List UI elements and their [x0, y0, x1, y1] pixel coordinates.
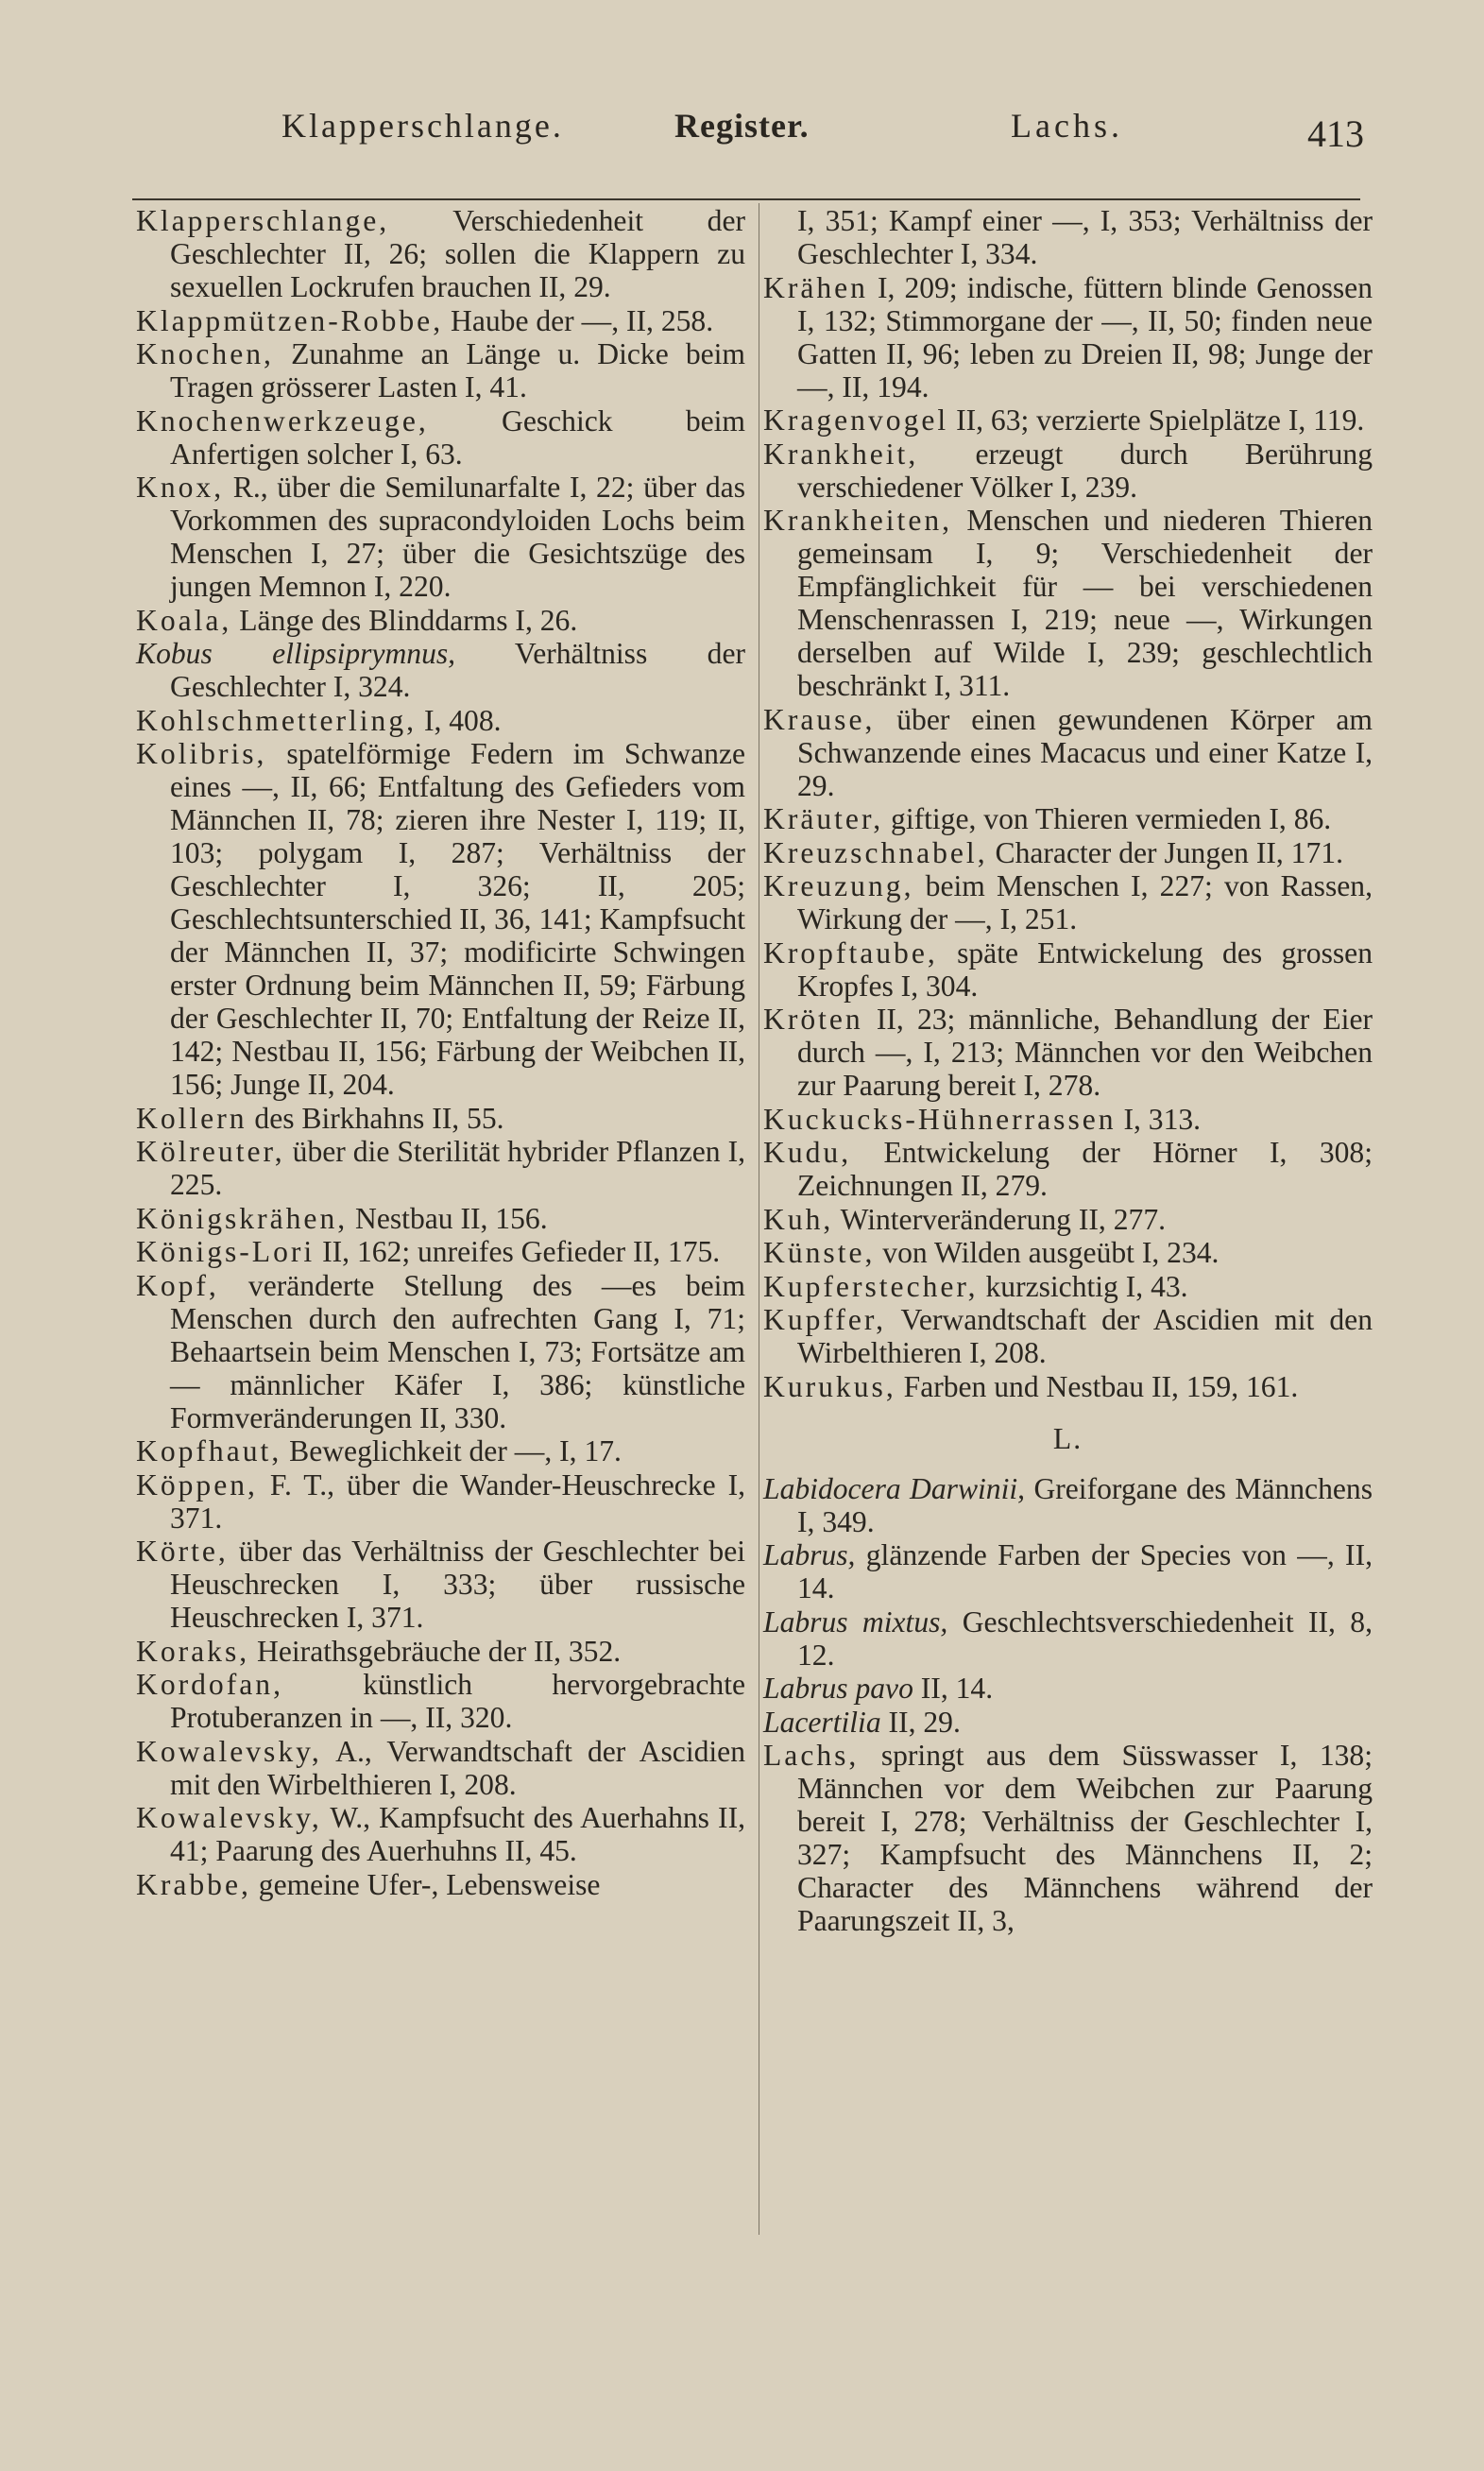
index-entry — [763, 1270, 1373, 1303]
entry-text: späte Entwickelung des grossen Kropfes I, 304. — [797, 935, 1373, 1003]
index-entry — [136, 1434, 745, 1467]
entry-text: Länge des Blinddarms I, 26. — [231, 603, 578, 637]
entry-text: Geschick beim Anfertigen solcher I, 63. — [170, 403, 745, 471]
index-entry — [763, 1472, 1373, 1538]
entry-headword: Kräuter, — [763, 802, 884, 835]
entry-headword: Kropftaube, — [763, 935, 938, 970]
entry-headword: Kölreuter, — [136, 1135, 285, 1168]
entry-text: Greiforgane des Männchens I, 349. — [797, 1471, 1373, 1538]
entry-headword: Künste, — [763, 1236, 876, 1269]
entry-text: II, 23; männliche, Behandlung der Eier durch —, I, 213; Männchen vor den Weibchen zur Paarung bereit I, 278. — [797, 1003, 1373, 1102]
entry-headword: Körte, — [136, 1535, 229, 1568]
index-entry — [136, 204, 745, 303]
index-entry — [763, 1003, 1373, 1102]
entry-text: Character der Jungen II, 171. — [987, 835, 1343, 869]
index-entry — [136, 704, 745, 737]
index-entry — [136, 1135, 745, 1201]
index-entry — [763, 1739, 1373, 1937]
entry-headword: Kröten — [763, 1003, 863, 1036]
entry-text: Nestbau II, 156. — [348, 1201, 548, 1235]
entry-headword: Knox, — [136, 471, 225, 504]
entry-headword: Kreuzung, — [763, 869, 914, 902]
entry-text: Verschiedenheit der Geschlechter II, 26; sollen die Klappern zu sexuellen Lockrufen brauchen II, 29. — [170, 204, 745, 303]
entry-headword: Königs-Lori — [136, 1235, 316, 1268]
entry-text: über die Sterilität hybrider Pflanzen I, 225. — [170, 1135, 745, 1201]
entry-text: II, 14. — [913, 1672, 994, 1705]
entry-headword: Krankheit, — [763, 437, 919, 471]
entry-headword: Kopfhaut, — [136, 1434, 282, 1467]
section-letter: L. — [1052, 1421, 1083, 1455]
index-entries-k — [763, 204, 1373, 1403]
index-entry — [763, 1706, 1373, 1739]
index-entry — [136, 1535, 745, 1634]
index-entry — [763, 1303, 1373, 1369]
entry-text: Beweglichkeit der —, I, 17. — [281, 1434, 622, 1467]
entry-text: von Wilden ausgeübt I, 234. — [875, 1236, 1220, 1269]
index-entry — [136, 637, 745, 703]
entry-headword: Kobus ellipsiprymnus, — [136, 637, 456, 670]
entry-headword: Kordofan, — [136, 1668, 283, 1701]
entry-text: F. T., über die Wander-Heuschrecke I, 371. — [170, 1467, 745, 1535]
entry-headword: Labidocera Darwinii, — [763, 1471, 1026, 1505]
index-entry — [136, 1202, 745, 1235]
header-rule — [132, 198, 1360, 200]
index-entries-l — [763, 1472, 1373, 1938]
entry-headword: Königskrähen, — [136, 1201, 349, 1235]
entry-headword: Kupferstecher, — [763, 1269, 979, 1303]
entry-headword: Labrus, — [763, 1538, 856, 1571]
index-entry — [136, 337, 745, 403]
entry-text: Winterveränderung II, 277. — [833, 1202, 1167, 1236]
index-entry — [136, 1668, 745, 1734]
entry-headword: Kudu, — [763, 1136, 852, 1169]
entry-headword: Klapperschlange, — [136, 204, 390, 237]
index-column-right — [763, 204, 1373, 1938]
index-entry — [136, 737, 745, 1101]
entry-headword: Kuckucks-Hühnerrassen — [763, 1102, 1117, 1136]
index-entry — [763, 1236, 1373, 1269]
entry-headword: Krabbe, — [136, 1867, 251, 1901]
entry-text: II, 63; verzierte Spielplätze I, 119. — [948, 403, 1365, 437]
entry-headword: Krause, — [763, 702, 876, 736]
entry-headword: Kuh, — [763, 1202, 834, 1236]
page-number: 413 — [1307, 112, 1364, 155]
entry-text: spatelförmige Federn im Schwanze eines —, II, 66; Entfaltung des Gefieders vom Männchen II, 78; zieren ihre Nester I, 119; II, 103; polygam I, 287; Verhältniss der Geschlechter I, 326; II, 205; Geschlechtsunterschied II, 36, 141; Kampfsucht der Männchen II, 37; modificirte Schwingen erster Ordnung beim Männchen II, 59; Färbung der Geschlechter II, 70; Entfaltung der Reize II, 142; Nestbau II, 156; Färbung der Weibchen II, 156; Junge II, 204. — [170, 737, 745, 1101]
entry-headword: Knochenwerkzeuge, — [136, 403, 429, 438]
entry-headword: Kurukus, — [763, 1369, 896, 1403]
index-entry — [763, 504, 1373, 702]
entry-text: veränderte Stellung des —es beim Menschen durch den aufrechten Gang I, 71; Behaartsein beim Menschen I, 73; Fortsätze am — männlicher Käfer I, 386; künstliche Formveränderungen II, 330. — [170, 1268, 745, 1434]
entry-text: gemeine Ufer-, Lebensweise — [250, 1867, 601, 1901]
entry-text: Verwandtschaft der Ascidien mit den Wirbelthieren I, 208. — [797, 1303, 1373, 1369]
entry-headword: Kragenvogel — [763, 403, 949, 437]
entry-text: Menschen und niederen Thieren gemeinsam I, 9; Verschiedenheit der Empfänglichkeit für — bei verschiedenen Menschenrassen I, 219; neue —, Wirkungen derselben auf Wilde I, 239; geschlechtlich beschränkt I, 311. — [797, 504, 1373, 702]
entry-text: über einen gewundenen Körper am Schwanzende eines Macacus und einer Katze I, 29. — [797, 702, 1373, 802]
index-entry — [763, 1370, 1373, 1403]
running-head — [0, 106, 1484, 163]
index-entry — [763, 1672, 1373, 1705]
entry-text: Geschlechtsverschiedenheit II, 8, 12. — [797, 1604, 1373, 1672]
entry-text: beim Menschen I, 227; von Rassen, Wirkung der —, I, 251. — [797, 869, 1373, 935]
entry-headword: Koala, — [136, 603, 232, 637]
index-entry — [136, 1269, 745, 1434]
entry-text: künstlich hervorgebrachte Protuberanzen in —, II, 320. — [170, 1668, 745, 1734]
index-entry — [136, 1102, 745, 1135]
index-entry — [763, 1136, 1373, 1202]
index-entry — [136, 1468, 745, 1535]
index-entry — [136, 1868, 745, 1901]
entry-text: II, 162; unreifes Gefieder II, 175. — [315, 1235, 721, 1268]
index-entry — [763, 438, 1373, 504]
index-entry — [763, 936, 1373, 1003]
entry-headword: Koraks, — [136, 1634, 250, 1668]
entry-headword: Lacertilia — [763, 1705, 881, 1739]
index-entry — [763, 1538, 1373, 1604]
entry-headword: Kollern — [136, 1101, 247, 1135]
entry-text: des Birkhahns II, 55. — [247, 1101, 504, 1135]
index-entry — [136, 404, 745, 471]
index-entry — [763, 204, 1373, 270]
entry-text: II, 29. — [880, 1705, 961, 1739]
entry-text: Entwickelung der Hörner I, 308; Zeichnungen II, 279. — [797, 1136, 1373, 1202]
entry-headword: Labrus pavo — [763, 1672, 913, 1705]
entry-text: über das Verhältniss der Geschlechter bei Heuschrecken I, 333; über russische Heuschrecken I, 371. — [170, 1535, 745, 1634]
entry-headword: Lachs, — [763, 1739, 860, 1772]
entry-text: R., über die Semilunarfalte I, 22; über das Vorkommen des supracondyloiden Lochs beim Menschen I, 27; über die Gesichtszüge des jungen Memnon I, 220. — [170, 471, 745, 603]
index-entry — [763, 703, 1373, 802]
index-entry — [136, 1801, 745, 1867]
index-entry — [763, 869, 1373, 935]
entry-text: glänzende Farben der Species von —, II, 14. — [797, 1538, 1373, 1604]
entry-text: Haube der —, II, 258. — [443, 303, 714, 337]
entry-headword: Köppen, — [136, 1467, 258, 1501]
index-entry — [763, 802, 1373, 835]
entry-text: I, 313. — [1116, 1102, 1202, 1136]
entry-text: giftige, von Thieren vermieden I, 86. — [883, 802, 1332, 835]
entry-text: W., Kampfsucht des Auerhahns II, 41; Paarung des Auerhuhns II, 45. — [170, 1801, 745, 1867]
entry-text: erzeugt durch Berührung verschiedener Völker I, 239. — [797, 437, 1373, 504]
index-entry — [763, 271, 1373, 403]
entry-headword: Kowalevsky, — [136, 1734, 322, 1768]
entry-text: Heirathsgebräuche der II, 352. — [249, 1634, 622, 1668]
entry-headword: Klappmützen-Robbe, — [136, 303, 444, 337]
entry-text: Zunahme an Länge u. Dicke beim Tragen grösserer Lasten I, 41. — [170, 337, 745, 403]
index-entry — [763, 1605, 1373, 1672]
entry-text: I, 408. — [417, 703, 502, 737]
entry-text: Verhältniss der Geschlechter I, 324. — [170, 637, 745, 703]
entry-headword: Kupffer, — [763, 1303, 887, 1336]
entry-headword: Kowalevsky, — [136, 1801, 322, 1834]
index-entry — [136, 604, 745, 637]
entry-headword: Labrus mixtus, — [763, 1604, 948, 1639]
index-entry — [136, 471, 745, 603]
entry-headword: Kohlschmetterling, — [136, 703, 418, 737]
index-entry — [763, 836, 1373, 869]
running-head-center: Register. — [674, 107, 810, 145]
index-column-left — [136, 204, 745, 1901]
entry-headword: Kolibris, — [136, 737, 267, 770]
running-head-left: Klapperschlange. — [281, 107, 564, 145]
entry-text: Farben und Nestbau II, 159, 161. — [896, 1369, 1299, 1403]
entry-text: springt aus dem Süsswasser I, 138; Männchen vor dem Weibchen zur Paarung bereit I, 278; Verhältniss der Geschlechter I, 327; Kampfsucht des Männchens II, 2; Character des Männchens während der Paarungszeit II, 3, — [797, 1739, 1373, 1937]
index-entry — [136, 1735, 745, 1801]
index-entry — [136, 1635, 745, 1668]
index-entry — [763, 403, 1373, 437]
index-entry — [763, 1203, 1373, 1236]
entry-text: I, 209; indische, füttern blinde Genossen I, 132; Stimmorgane der —, II, 50; finden neue Gatten II, 96; leben zu Dreien II, 98; Junge der —, II, 194. — [797, 270, 1373, 403]
entry-headword: Kreuzschnabel, — [763, 835, 988, 869]
index-entry — [763, 1103, 1373, 1136]
entry-headword: Krähen — [763, 270, 868, 304]
entry-headword: Krankheiten, — [763, 504, 953, 537]
entry-text: I, 351; Kampf einer —, I, 353; Verhältniss der Geschlechter I, 334. — [797, 204, 1373, 270]
entry-headword: Kopf, — [136, 1268, 219, 1302]
entry-text: A., Verwandtschaft der Ascidien mit den Wirbelthieren I, 208. — [170, 1734, 745, 1801]
running-head-right: Lachs. — [1011, 107, 1123, 145]
entry-text: kurzsichtig I, 43. — [978, 1269, 1188, 1303]
index-entry — [136, 1235, 745, 1268]
entry-headword: Knochen, — [136, 337, 274, 370]
index-entry — [136, 304, 745, 337]
